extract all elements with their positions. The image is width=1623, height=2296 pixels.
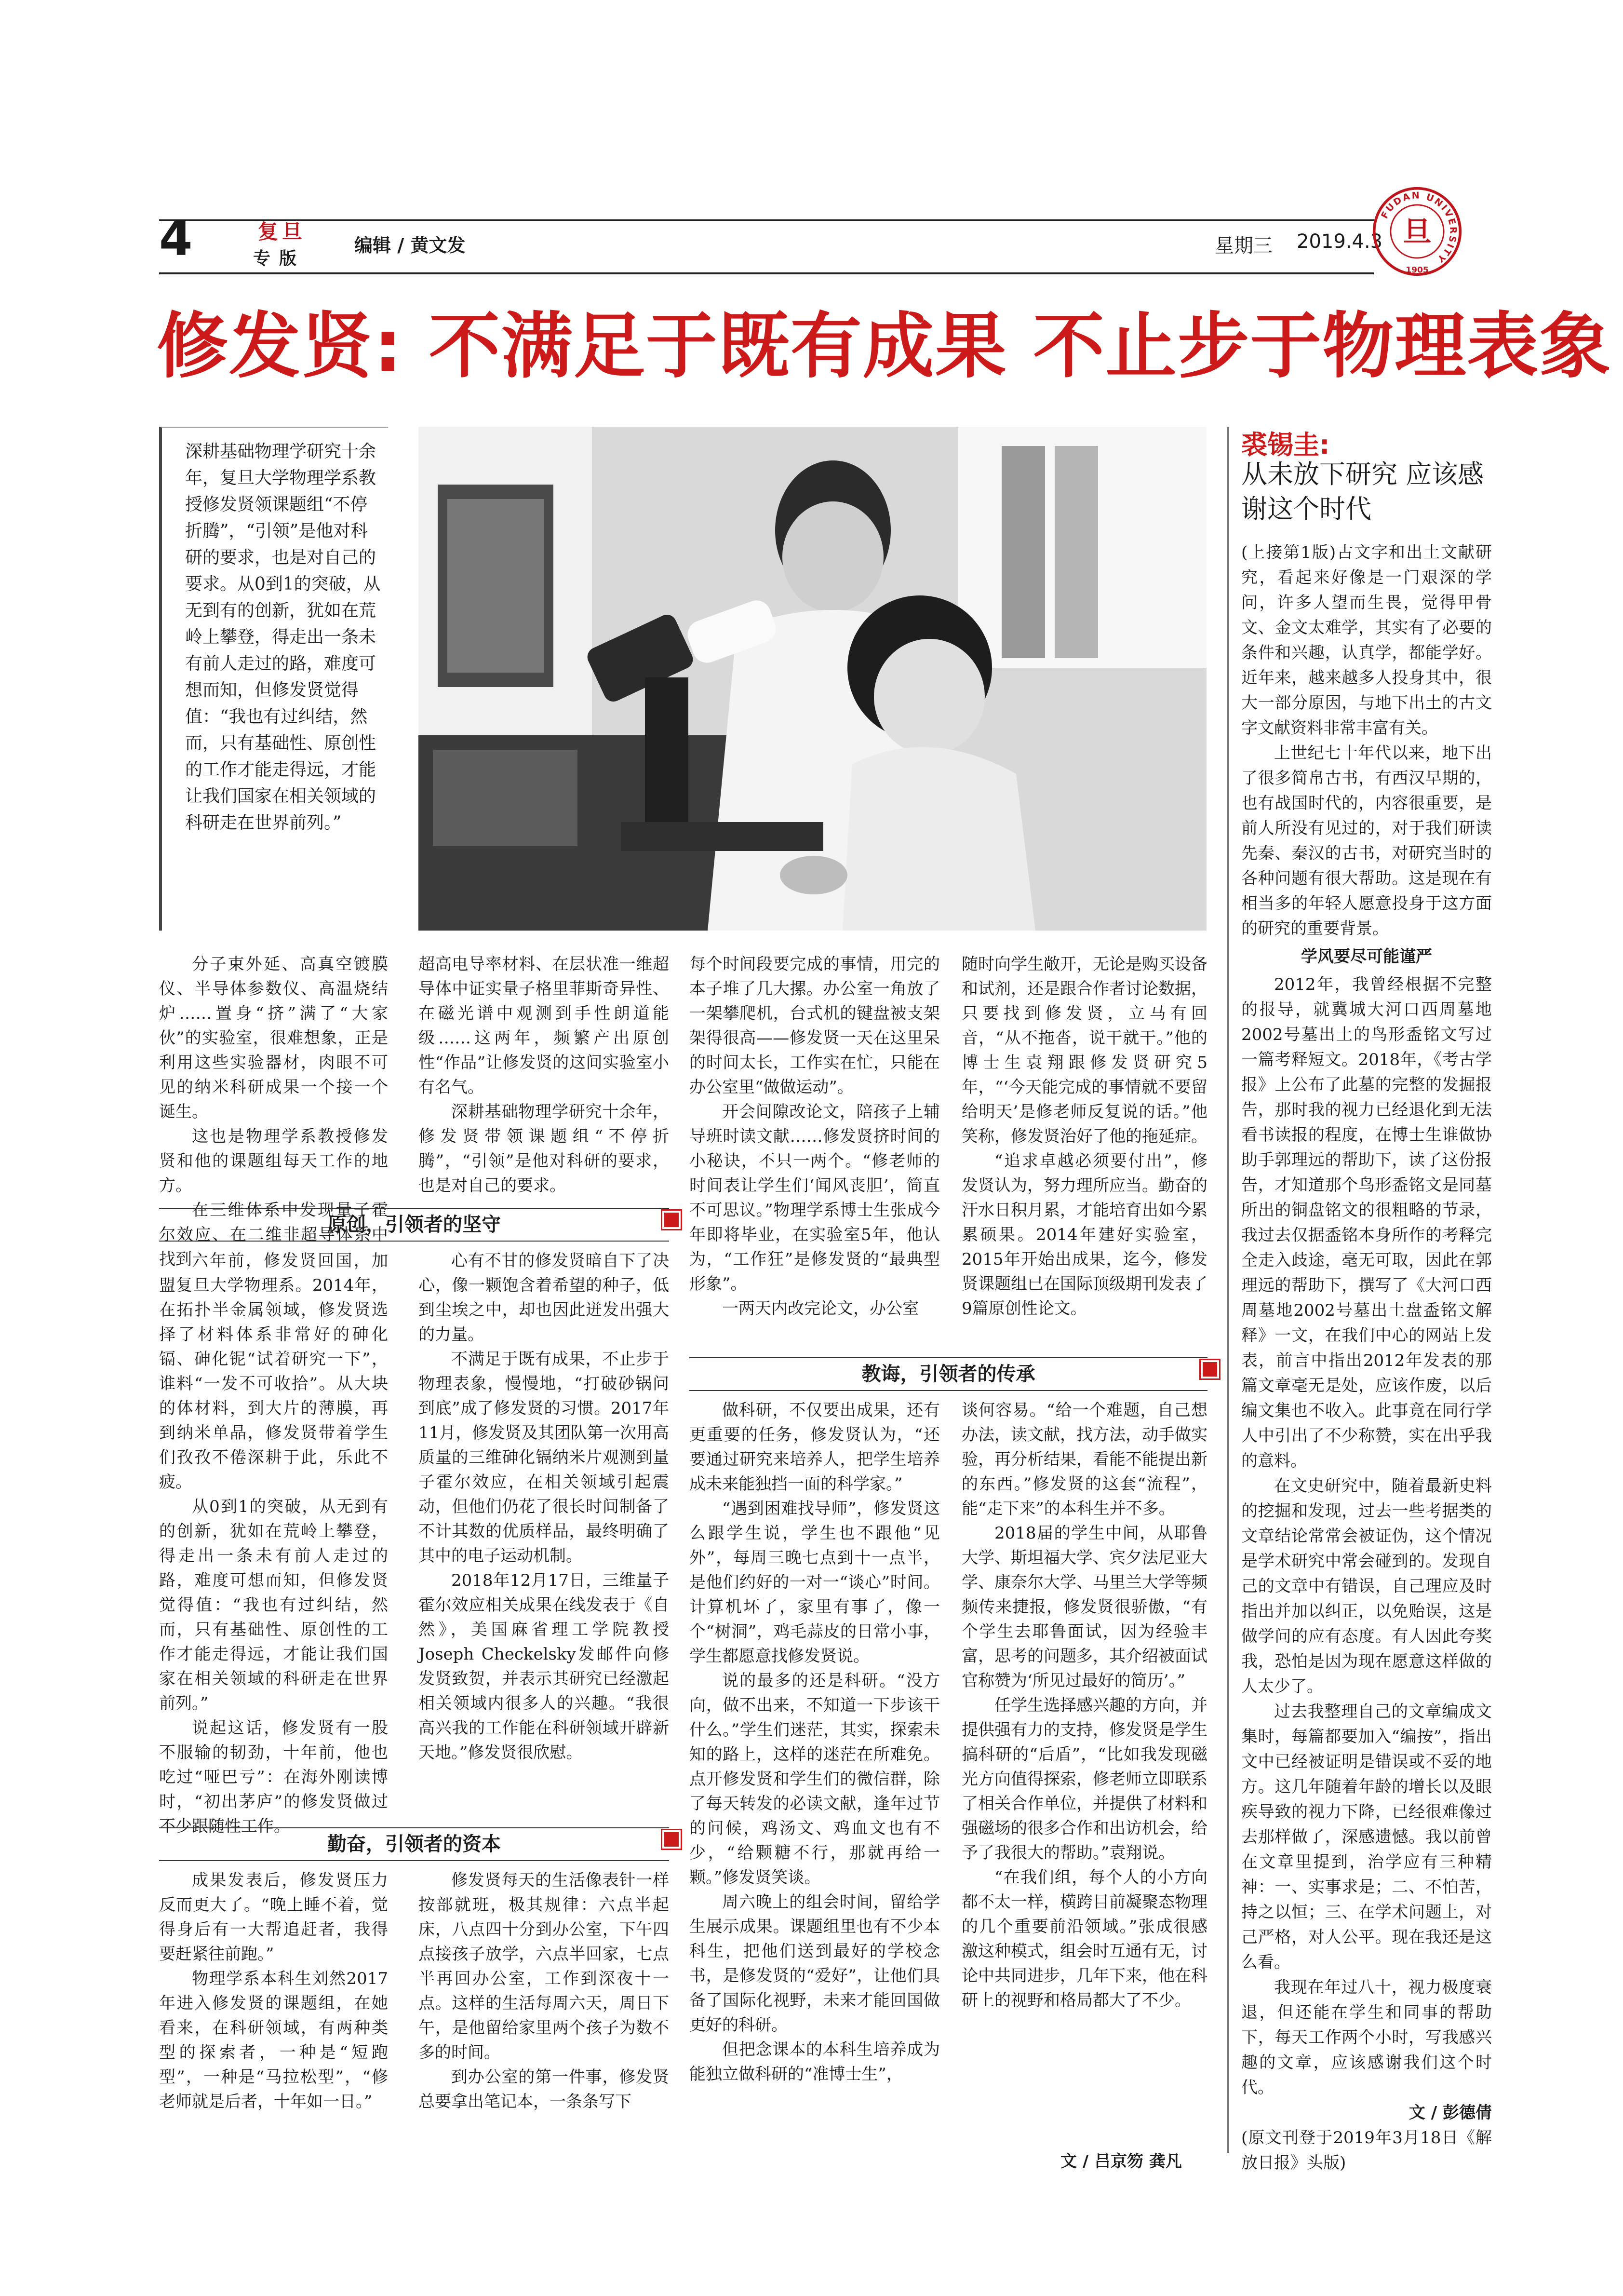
article-paragraph: 分子束外延、高真空镀膜仪、半导体参数仪、高温烧结炉……置身“挤”满了“大家伙”的实验室，很难想象，正是利用这些实验器材，肉眼不可见的纳米科研成果一个接一个诞生。 [159,955,388,1121]
article-paragraph: 一两天内改完论文，办公室 [722,1299,919,1318]
article-paragraph: 每个时间段要完成的事情，用完的本子堆了几大摞。办公室一角放了一架攀爬机，台式机的键盘被支架架得很高——修发贤一天在这里呆的时间太长，工作实在忙，只能在办公室里“做做运动”。 [689,955,940,1097]
article-paragraph: 物理学系本科生刘然2017年进入修发贤的课题组，在她看来，在科研领域，有两种类型的探索者，一种是“短跑型”，一种是“马拉松型”，“修老师就是后者，十年如一日。” [159,1969,388,2111]
header-bottom-rule [159,272,1374,274]
sidebar-divider [1227,427,1229,2153]
article-paragraph: 六年前，修发贤回国，加盟复旦大学物理系。2014年，在拓扑半金属领域，修发贤选择了材料体系非常好的砷化镉、砷化铌“试着研究一下”，谁料“一发不可收拾”。从大块的体材料，到大片的薄膜，再到纳米单晶，修发贤带着学生们孜孜不倦深耕于此，乐此不疲。 [159,1251,388,1492]
article-column-1-bottom [159,1868,388,2114]
sidebar-byline: 文 / 彭德倩 [1408,2103,1492,2122]
seal-ring-text: FUDAN UNIVERSITY [1379,190,1459,265]
article-paragraph: 2018年12月17日，三维量子霍尔效应相关成果在线发表于《自然》，美国麻省理工学院教授Joseph Checkelsky发邮件向修发贤致贺，并表示其研究已经激起相关领域内很多人的兴趣。“我很高兴我的工作能在科研领域开辟新天地。”修发贤很欣慰。 [418,1571,669,1762]
article-column-1-mid [159,1249,388,1839]
main-byline: 文 / 吕京笏 龚凡 [1060,2152,1182,2171]
article-paragraph: 但把念课本的本科生培养成为能独立做科研的“准博士生”， [689,2040,940,2084]
article-column-2-mid [418,1249,669,1765]
article-paragraph: 成果发表后，修发贤压力反而更大了。“晚上睡不着，觉得身后有一大帮追赶者，我得要赶紧往前跑。” [159,1871,388,1964]
article-column-3-bottom [689,1398,940,2087]
article-paragraph: “追求卓越必须要付出”，修发贤认为，努力理所应当。勤奋的汗水日积月累，才能培育出如今累累硕果。2014年建好实验室，2015年开始出成果，迄今，修发贤课题组已在国际顶级期刊发表了9篇原创性论文。 [962,1151,1207,1318]
seal-char: 旦 [1403,215,1432,248]
sidebar-paragraph: 2012年，我曾经根据不完整的报导，就冀城大河口西周墓地2002号墓出土的鸟形盉铭文写过一篇考释短文。2018年，《考古学报》上公布了此墓的完整的发掘报告，那时我的视力已经退化到无法看书读报的程度，在博士生谁做协助手郭理远的帮助下，读了这份报告，才知道那个鸟形盉铭文是同墓所出的铜盘铭文的很粗略的节录，我过去仅据盉铭本身所作的考释完全走入歧途，毫无可取，因此在郭理远的帮助下，撰写了《大河口西周墓地2002号墓出土盘盉铭文解释》一文，在我们中心的网站上发表，前言中指出2012年发表的那篇文章毫无是处，应该作废，以后编文集也不收入。此事竟在同行学人中引出了不少称赞，实在出乎我的意料。 [1241,975,1492,1471]
article-paragraph: 做科研，不仅要出成果，还有更重要的任务，修发贤认为，“还要通过研究来培养人，把学生培养成未来能独挡一面的科学家。” [689,1401,940,1494]
section-heading-originality: 原创，引领者的坚守 [159,1208,669,1242]
article-paragraph: 周六晚上的组会时间，留给学生展示成果。课题组里也有不少本科生，把他们送到最好的学校念书，是修发贤的“爱好”，让他们具备了国际化视野，未来才能回国做更好的科研。 [689,1892,940,2035]
page-headline: 修发贤: 不满足于既有成果 不止步于物理表象 [157,305,1612,388]
article-column-2-top [418,952,669,1198]
brand-name: 复旦 [258,220,307,243]
source-note: (原文刊登于2019年3月18日《解放日报》头版) [1241,2128,1492,2173]
seal-year: 1905 [1406,265,1429,275]
article-paragraph: 深耕基础物理学研究十余年，修发贤带领课题组“不停折腾”，“引领”是他对科研的要求，也是对自己的要求。 [418,1102,669,1195]
article-column-4-bottom [962,1398,1207,2013]
article-column-4-top [962,952,1207,1321]
sidebar-article [1241,540,1492,2175]
weekday: 星期三 [1215,235,1273,257]
sidebar-title: 从未放下研究 应该感谢这个时代 [1241,459,1484,524]
lab-photo-image [418,427,1207,931]
article-column-2-bottom [418,1868,669,2114]
article-paragraph: 在三维体系中发现量子霍尔效应、在二维非超导体系中找到 [159,1201,388,1269]
article-paragraph: 说的最多的还是科研。“没方向，做不出来，不知道一下步该干什么。”学生们迷茫，其实，探索未知的路上，这样的迷茫在所难免。点开修发贤和学生们的微信群，除了每天转发的必读文献，逢年过节的问候，鸡汤文、鸡血文也有不少，“给颗糖不行，那就再给一颗。”修发贤笑谈。 [689,1671,940,1887]
editor-credit: 编辑 / 黄文发 [354,235,466,256]
section-heading-teaching: 教诲，引领者的传承 [689,1357,1207,1391]
article-paragraph: 随时向学生敞开，无论是购买设备和试剂，还是跟合作者讨论数据，只要找到修发贤，立马有回音，“从不拖沓，说干就干。”他的博士生袁翔跟修发贤研究5年，“‘今天能完成的事情就不要留给明天’是修老师反复说的话。”他笑称，修发贤治好了他的拖延症。 [962,955,1207,1146]
article-paragraph: “在我们组，每个人的小方向都不太一样，横跨目前凝聚态物理的几个重要前沿领域。”张成很感激这种模式，组会时互通有无，讨论中共同进步，几年下来，他在科研上的视野和格局都大了不少。 [962,1868,1207,2010]
article-paragraph: 谈何容易。“给一个难题，自己想办法，读文献，找方法，动手做实验，再分析结果，看能不能提出新的东西。”修发贤的这套“流程”，能“走下来”的本科生并不多。 [962,1401,1207,1518]
page-number: 4 [159,210,193,267]
article-paragraph: 任学生选择感兴趣的方向，并提供强有力的支持，修发贤是学生搞科研的“后盾”，“比如我发现磁光方向值得探索，修老师立即联系了相关合作单位，并提供了材料和强磁场的很多合作和出访机会，给予了我很大的帮助。”袁翔说。 [962,1696,1207,1863]
article-paragraph: 到办公室的第一件事，修发贤总要拿出笔记本，一条条写下 [418,2067,669,2111]
section-heading-diligence: 勤奋，引领者的资本 [159,1827,669,1861]
article-paragraph: 2018届的学生中间，从耶鲁大学、斯坦福大学、宾夕法尼亚大学、康奈尔大学、马里兰大学等频频传来捷报，修发贤很骄傲，“有个学生去耶鲁面试，因为经验丰富，思考的问题多，其介绍被面试官称赞为‘所见过最好的简历’。” [962,1524,1207,1690]
lab-photo [418,427,1207,931]
sidebar-paragraph: 过去我整理自己的文章编成文集时，每篇都要加入“编按”，指出文中已经被证明是错误或不妥的地方。这几年随着年龄的增长以及眼疾导致的视力下降，已经很难像过去那样做了，深感遗憾。我以前曾在文章里提到，治学应有三种精神：一、实事求是；二、不怕苦，持之以恒；三、在学术问题上，对己严格，对人公平。现在我还是这么看。 [1241,1702,1492,1972]
sidebar-subheading: 学风要尽可能谨严 [1301,947,1432,966]
sidebar-paragraph: 我现在年过八十，视力极度衰退，但还能在学生和同事的帮助下，每天工作两个小时，写我感兴趣的文章，应该感谢我们这个时代。 [1241,1978,1492,2097]
sidebar-paragraph: 在文史研究中，随着最新史料的挖掘和发现，过去一些考据类的文章结论常常会被证伪，这个情况是学术研究中常会碰到的。发现自己的文章中有错误，自己理应及时指出并加以纠正，以免贻误，这是做学问的应有态度。有人因此夸奖我，恐怕是因为现在愿意这样做的人太少了。 [1241,1476,1492,1696]
issue-date: 2019.4.3 [1297,230,1383,253]
article-paragraph: 从0到1的突破，从无到有的创新，犹如在荒岭上攀登，得走出一条未有前人走过的路，难度可想而知，但修发贤觉得值：“我也有过纠结，然而，只有基础性、原创性的工作才能走得远，才能让我们国家在相关领域的科研走在世界前列。” [159,1497,388,1713]
sidebar-paragraph: (上接第1版)古文字和出土文献研究，看起来好像是一门艰深的学问，许多人望而生畏，觉得甲骨文、金文太难学，其实有了必要的条件和兴趣，认真学，都能学好。近年来，越来越多人投身其中，很大一部分原因，与地下出土的古文字文献资料非常丰富有关。 [1241,543,1492,738]
university-seal-icon [1371,186,1463,277]
article-paragraph: “遇到困难找导师”，修发贤这么跟学生说，学生也不跟他“见外”，每周三晚七点到十一点半，是他们约好的一对一“谈心”时间。计算机坏了，家里有事了，像一个“树洞”，鸡毛蒜皮的日常小事，学生都愿意找修发贤说。 [689,1499,940,1666]
article-paragraph: 超高电导率材料、在层状准一维超导体中证实量子格里菲斯奇异性、在磁光谱中观测到手性朗道能级……这两年，频繁产出原创性“作品”让修发贤的这间实验室小有名气。 [418,955,669,1097]
article-paragraph: 修发贤每天的生活像表针一样按部就班，极其规律：六点半起床，八点四十分到办公室，下午四点接孩子放学，六点半回家，七点半再回办公室，工作到深夜十一点。这样的生活每周六天，周日下午，是他留给家里两个孩子为数不多的时间。 [418,1871,669,2062]
article-column-3-top [689,952,940,1321]
article-paragraph: 说起这话，修发贤有一股不服输的韧劲，十年前，他也吃过“哑巴亏”：在海外刚读博时，“初出茅庐”的修发贤做过不少跟随性工作。 [159,1718,388,1836]
edition-label: 专版 [253,249,306,269]
pull-quote: 深耕基础物理学研究十余年，复旦大学物理学系教授修发贤领课题组“不停折腾”，“引领”是他对科研的要求，也是对自己的要求。从0到1的突破，从无到有的创新，犹如在荒岭上攀登，得走出一条未有前人走过的路，难度可想而知，但修发贤觉得值：“我也有过纠结，然而，只有基础性、原创性的工作才能走得远，才能让我们国家在相关领域的科研走在世界前列。” [159,427,388,931]
sidebar-paragraph: 上世纪七十年代以来，地下出了很多简帛古书，有西汉早期的，也有战国时代的，内容很重要，是前人所没有见过的，对于我们研读先秦、秦汉的古书，对研究当时的各种问题有很大帮助。这是现在有相当多的年轻人愿意投身于这方面的研究的重要背景。 [1241,743,1492,938]
article-paragraph: 不满足于既有成果，不止步于物理表象，慢慢地，“打破砂锅问到底”成了修发贤的习惯。2017年11月，修发贤及其团队第一次用高质量的三维砷化镉纳米片观测到量子霍尔效应，在相关领域引起震动，但他们仍花了很长时间制备了不计其数的优质样品，最终明确了其中的电子运动机制。 [418,1350,669,1566]
article-paragraph: 这也是物理学系教授修发贤和他的课题组每天工作的地方。 [159,1127,388,1195]
article-paragraph: 开会间隙改论文，陪孩子上辅导班时读文献……修发贤挤时间的小秘诀，不只一两个。“修老师的时间表让学生们‘闻风丧胆’，简直不可思议。”物理学系博士生张成今年即将毕业，在实验室5年，他认为，“工作狂”是修发贤的“最典型形象”。 [689,1102,940,1294]
article-paragraph: 心有不甘的修发贤暗自下了决心，像一颗饱含着希望的种子，低到尘埃之中，却也因此迸发出强大的力量。 [418,1251,669,1344]
sidebar-name: 裘锡圭: [1241,430,1330,460]
header-top-rule [159,219,1374,221]
